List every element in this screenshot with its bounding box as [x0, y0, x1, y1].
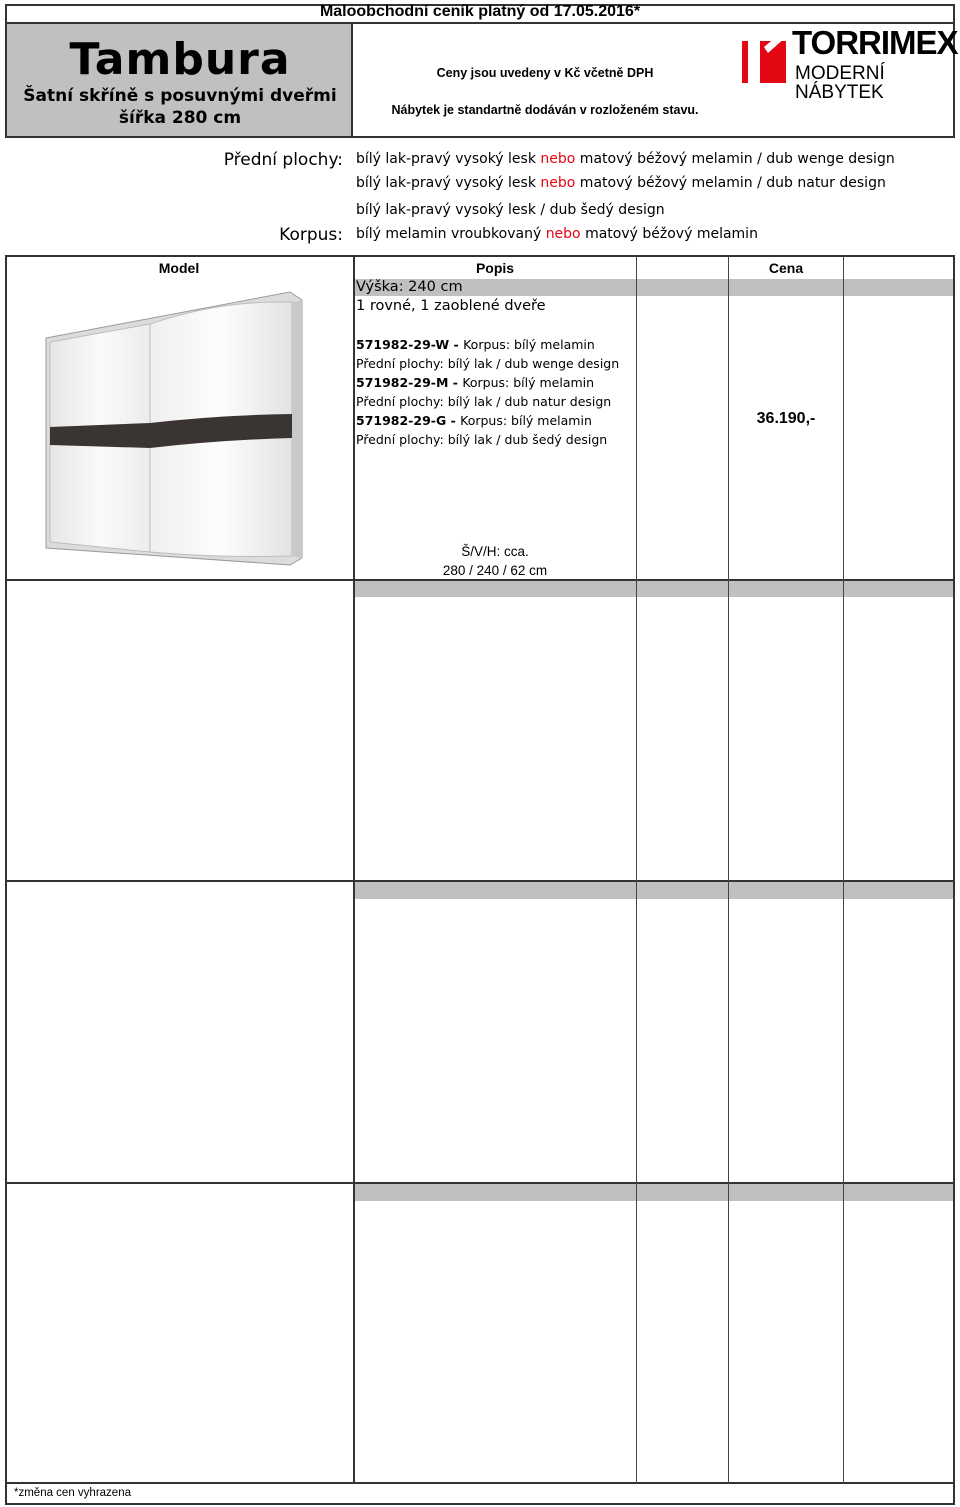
torrimex-logo-text: TORRIMEX	[792, 24, 958, 61]
front-line-1: bílý lak-pravý vysoký lesk nebo matový béžový melamin / dub wenge design	[356, 151, 895, 167]
front-line-3: bílý lak-pravý vysoký lesk / dub šedý design	[356, 202, 665, 218]
row-divider	[5, 1182, 955, 1184]
prices-note: Ceny jsou uvedeny v Kč včetně DPH	[436, 66, 654, 80]
col-header-desc: Popis	[475, 260, 515, 276]
variant-line: 571982-29-W - Korpus: bílý melamin	[356, 337, 595, 352]
product-doors: 1 rovné, 1 zaoblené dveře	[356, 298, 546, 314]
delivery-note: Nábytek je standartně dodáván v rozloženém stavu.	[391, 103, 699, 117]
row-divider	[5, 880, 955, 882]
table-bottom-border	[5, 1503, 955, 1505]
variant-line: 571982-29-G - Korpus: bílý melamin	[356, 413, 592, 428]
col-divider	[843, 255, 844, 1484]
col-header-model: Model	[158, 260, 200, 276]
row-header-band	[355, 882, 955, 899]
col-divider	[636, 255, 637, 1484]
product-subtitle: Šatní skříně s posuvnými dveřmi	[23, 86, 337, 106]
footer-note: *změna cen vyhrazena	[14, 1487, 131, 1499]
row-header-band	[355, 580, 955, 597]
product-height: Výška: 240 cm	[356, 279, 463, 295]
product-price: 36.190,-	[756, 410, 816, 427]
product-width: šířka 280 cm	[118, 108, 242, 128]
col-header-price: Cena	[768, 260, 804, 276]
front-label: Přední plochy:	[223, 150, 343, 170]
col-divider-model	[353, 255, 355, 1484]
table-right-border	[953, 255, 955, 1505]
wardrobe-image	[40, 290, 320, 570]
table-left-border	[5, 255, 7, 1505]
row-divider	[5, 579, 955, 581]
body-label: Korpus:	[279, 225, 343, 245]
torrimex-logo-tagline: MODERNÍ NÁBYTEK	[795, 63, 885, 103]
pricelist-title: Maloobchodní ceník platný od 17.05.2016*	[319, 3, 641, 20]
variant-line: 571982-29-M - Korpus: bílý melamin	[356, 375, 595, 390]
dimensions-label: Š/V/H: cca.	[461, 544, 529, 559]
variant-front: Přední plochy: bílý lak / dub wenge design	[356, 356, 620, 371]
row-divider	[5, 1482, 955, 1484]
body-line: bílý melamin vroubkovaný nebo matový béžový melamin	[356, 226, 758, 242]
torrimex-logo-mark	[742, 29, 786, 83]
dimensions-value: 280 / 240 / 62 cm	[442, 563, 548, 578]
product-name: Tambura	[69, 34, 291, 85]
col-divider	[728, 255, 729, 1484]
variant-front: Přední plochy: bílý lak / dub šedý design	[356, 432, 608, 447]
front-line-2: bílý lak-pravý vysoký lesk nebo matový béžový melamin / dub natur design	[356, 175, 886, 191]
row-header-band	[355, 1184, 955, 1201]
variant-front: Přední plochy: bílý lak / dub natur design	[356, 394, 612, 409]
